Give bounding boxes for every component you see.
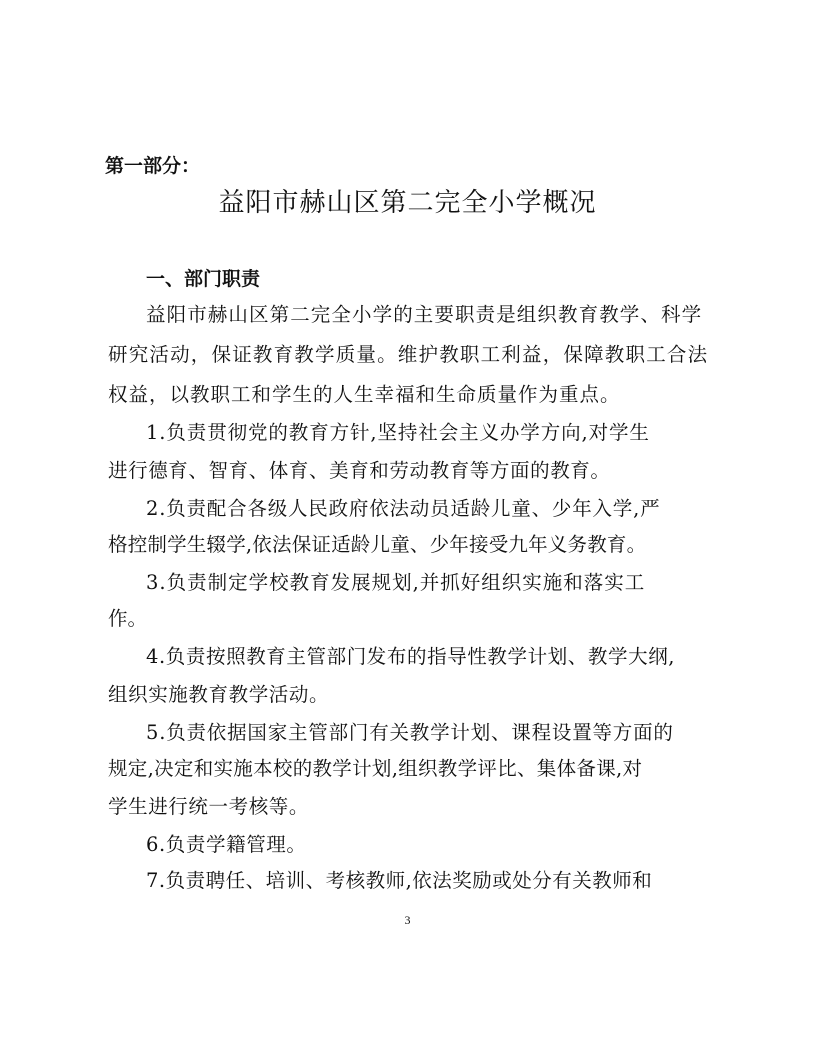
duty-item-2-line-1: 2.负责配合各级人民政府依法动员适龄儿童、少年入学,严 bbox=[146, 497, 661, 520]
duty-item-5-line-2: 规定,决定和实施本校的教学计划,组织教学评比、集体备课,对 bbox=[108, 757, 643, 780]
duty-item-4-line-1: 4.负责按照教育主管部门发布的指导性教学计划、教学大纲, bbox=[146, 645, 676, 668]
intro-line-2: 研究活动，保证教育教学质量。维护教职工利益，保障教职工合法 bbox=[108, 343, 709, 366]
duty-item-3-line-2: 作。 bbox=[108, 607, 148, 630]
page-number: 3 bbox=[404, 913, 411, 927]
duty-item-7-line-1: 7.负责聘任、培训、考核教师,依法奖励或处分有关教师和 bbox=[146, 869, 653, 892]
document-title: 益阳市赫山区第二完全小学概况 bbox=[218, 188, 597, 218]
duty-item-6-line-1: 6.负责学籍管理。 bbox=[146, 833, 307, 856]
duty-item-2-line-2: 格控制学生辍学,依法保证适龄儿童、少年接受九年义务教育。 bbox=[108, 533, 647, 556]
part-label: 第一部分： bbox=[105, 155, 201, 177]
duty-item-1-line-2: 进行德育、智育、体育、美育和劳动教育等方面的教育。 bbox=[108, 459, 611, 482]
duty-item-4-line-2: 组织实施教育教学活动。 bbox=[108, 683, 330, 706]
section-heading: 一、部门职责 bbox=[146, 268, 261, 290]
intro-line-3: 权益，以教职工和学生的人生幸福和生命质量作为重点。 bbox=[108, 383, 621, 406]
duty-item-5-line-3: 学生进行统一考核等。 bbox=[108, 795, 310, 818]
duty-item-5-line-1: 5.负责依据国家主管部门有关教学计划、课程设置等方面的 bbox=[146, 721, 674, 744]
duty-item-3-line-1: 3.负责制定学校教育发展规划,并抓好组织实施和落实工 bbox=[146, 571, 646, 594]
duty-item-1-line-1: 1.负责贯彻党的教育方针,坚持社会主义办学方向,对学生 bbox=[146, 421, 650, 444]
intro-line-1: 益阳市赫山区第二完全小学的主要职责是组织教育教学、科学 bbox=[146, 303, 703, 326]
